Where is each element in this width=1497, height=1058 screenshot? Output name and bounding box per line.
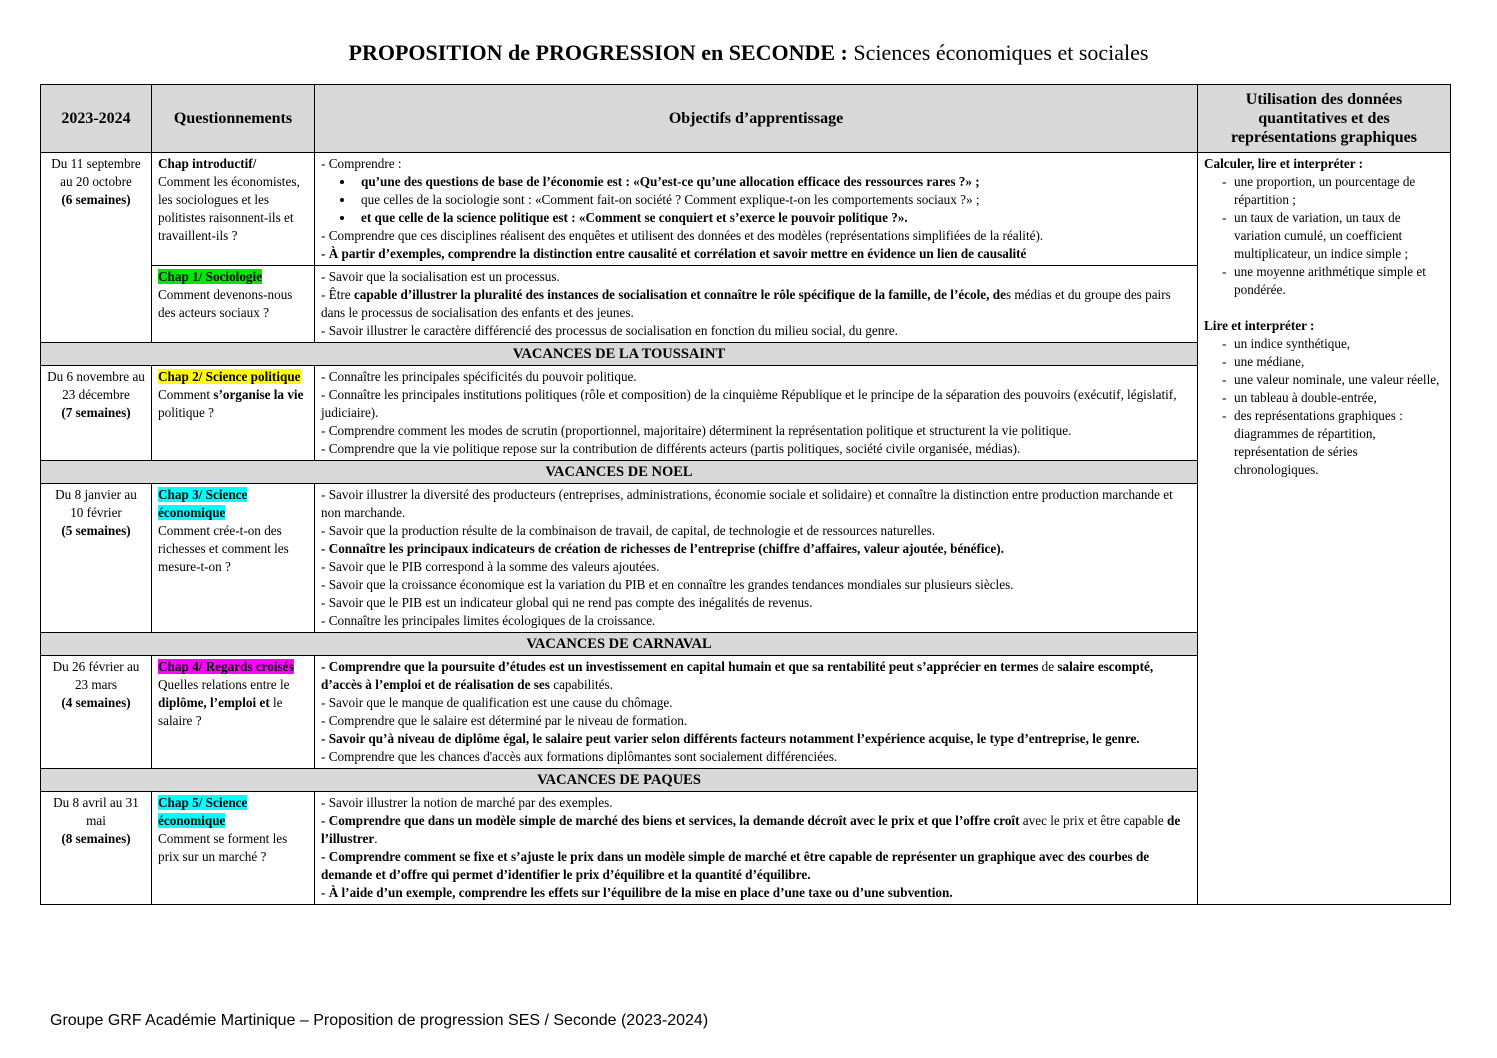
chapter-tag: Chap 2/ Science politique (158, 369, 301, 384)
chapter-tag: Chap 1/ Sociologie (158, 269, 263, 284)
objectives-bullets: • qu’une des questions de base de l’économie est : «Qu’est-ce qu’une allocation efficace des ressources rares ?» ; • que celles de la sociologie sont : «Comment fait-on société ? Comment explique-t-on les comportements sociaux ?» ; • et que celle de la science politique est : «Comment se conquiert et s’exerce le pouvoir politique ?». (321, 173, 1191, 227)
header-year: 2023-2024 (41, 85, 152, 153)
vacation-row: VACANCES DE LA TOUSSAINT (41, 343, 1198, 366)
question-cell: Chap introductif/ Comment les économistes, les sociologues et les politistes raisonnent-ils et travaillent-ils ? (152, 153, 315, 266)
objectives-cell: - Savoir illustrer la diversité des producteurs (entreprises, administrations, économie sociale et solidaire) et connaître la distinction entre production marchande et non marchande. - Savoir que la production résulte de la combinaison de travail, de capital, de technologie et de ressources naturelles. - Connaître les principaux indicateurs de création de richesses de l’entreprise (chiffre d’affaires, valeur ajoutée, bénéfice). - Savoir que le PIB correspond à la somme des valeurs ajoutées. - Savoir que la croissance économique est la variation du PIB et en connaître les grandes tendances mondiales sur plusieurs siècles. - Savoir que le PIB est un indicateur global qui ne rend pas compte des inégalités de revenus. - Connaître les principales limites écologiques de la croissance. (315, 484, 1198, 633)
utilisation-cell (1198, 153, 1451, 905)
objectives-cell: - Savoir illustrer la notion de marché par des exemples. - Comprendre que dans un modèle simple de marché des biens et services, la demande décroît avec le prix et que l’offre croît avec le prix et être capable de l’illustrer. - Comprendre comment se fixe et s’ajuste le prix dans un modèle simple de marché et être capable de représenter un graphique avec des courbes de demande et d’offre qui permet d’identifier le prix d’équilibre et la quantité d’équilibre. - À l’aide d’un exemple, comprendre les effets sur l’équilibre de la mise en place d’une taxe ou d’une subvention. (315, 792, 1198, 905)
period-cell: Du 11 septembre au 20 octobre (6 semaines) (41, 153, 152, 343)
vacation-row: VACANCES DE NOEL (41, 461, 1198, 484)
chapter-tag: Chap introductif/ (158, 156, 257, 171)
header-objectifs: Objectifs d’apprentissage (315, 85, 1198, 153)
util-heading-2: Lire et interpréter : (1204, 318, 1315, 333)
vacation-row: VACANCES DE PAQUES (41, 769, 1198, 792)
chapter-tag: Chap 3/ Science économique (158, 487, 248, 520)
question-cell: Chap 1/ Sociologie Comment devenons-nous des acteurs sociaux ? (152, 266, 315, 343)
header-utilisation: Utilisation des données quantitatives et des représentations graphiques (1198, 85, 1451, 153)
objectives-cell: - Connaître les principales spécificités du pouvoir politique. - Connaître les principales institutions politiques (rôle et composition) de la cinquième République et le principe de la séparation des pouvoirs (exécutif, législatif, judiciaire). - Comprendre comment les modes de scrutin (proportionnel, majoritaire) déterminent la représentation politique et structurent la vie politique. - Comprendre que la vie politique repose sur la contribution de différents acteurs (partis politiques, société civile organisée, médias). (315, 366, 1198, 461)
question-cell: Chap 2/ Science politique Comment s’organise la vie politique ? (152, 366, 315, 461)
page-title: PROPOSITION de PROGRESSION en SECONDE : Sciences économiques et sociales (348, 40, 1149, 65)
progression-table (40, 84, 1451, 905)
question-cell: Chap 4/ Regards croisés Quelles relations entre le diplôme, l’emploi et le salaire ? (152, 656, 315, 769)
header-questionnements: Questionnements (152, 85, 315, 153)
period-cell: Du 8 avril au 31 mai (8 semaines) (41, 792, 152, 905)
chapter-tag: Chap 5/ Science économique (158, 795, 248, 828)
objectives-cell: - Comprendre : • qu’une des questions de base de l’économie est : «Qu’est-ce qu’une allocation efficace des ressources rares ?» ; • que celles de la sociologie sont : «Comment fait-on société ? Comment explique-t-on les comportements sociaux ?» ; • et que celle de la science politique est : «Comment se conquiert et s’exerce le pouvoir politique ?». - Comprendre que ces disciplines réalisent des enquêtes et utilisent des données et des modèles (représentations simplifiées de la réalité). - À partir d’exemples, comprendre la distinction entre causalité et corrélation et savoir mettre en évidence un lien de causalité (315, 153, 1198, 266)
chapter-tag: Chap 4/ Regards croisés (158, 659, 294, 674)
objectives-cell: - Savoir que la socialisation est un processus. - Être capable d’illustrer la pluralité des instances de socialisation et connaître le rôle spécifique de la famille, de l’école, des médias et du groupe des pairs dans le processus de socialisation des enfants et des jeunes. - Savoir illustrer le caractère différencié des processus de socialisation en fonction du milieu social, du genre. (315, 266, 1198, 343)
period-cell: Du 26 février au 23 mars (4 semaines) (41, 656, 152, 769)
period-cell: Du 6 novembre au 23 décembre (7 semaines) (41, 366, 152, 461)
period-cell: Du 8 janvier au 10 février (5 semaines) (41, 484, 152, 633)
question-cell: Chap 3/ Science économique Comment crée-t-on des richesses et comment les mesure-t-on ? (152, 484, 315, 633)
question-cell: Chap 5/ Science économique Comment se forment les prix sur un marché ? (152, 792, 315, 905)
util-heading-1: Calculer, lire et interpréter : (1204, 156, 1364, 171)
objectives-cell: - Comprendre que la poursuite d’études est un investissement en capital humain et que sa rentabilité peut s’apprécier en termes de salaire escompté, d’accès à l’emploi et de réalisation de ses capabilités. - Savoir que le manque de qualification est une cause du chômage. - Comprendre que le salaire est déterminé par le niveau de formation. - Savoir qu’à niveau de diplôme égal, le salaire peut varier selon différents facteurs notamment l’expérience acquise, le type d’entreprise, le genre. - Comprendre que les chances d'accès aux formations diplômantes sont socialement différenciées. (315, 656, 1198, 769)
page-footer: Groupe GRF Académie Martinique – Proposition de progression SES / Seconde (2023-2024) (50, 1012, 709, 1029)
util-list-2: - un indice synthétique, - une médiane, - une valeur nominale, une valeur réelle, - un tableau à double-entrée, - des représentations graphiques : diagrammes de répartition, représentation de séries chronologiques. (1222, 335, 1444, 479)
vacation-row: VACANCES DE CARNAVAL (41, 633, 1198, 656)
util-list-1: - une proportion, un pourcentage de répartition ; - un taux de variation, un taux de variation cumulé, un coefficient multiplicateur, un indice simple ; - une moyenne arithmétique simple et pondérée. (1222, 173, 1444, 299)
